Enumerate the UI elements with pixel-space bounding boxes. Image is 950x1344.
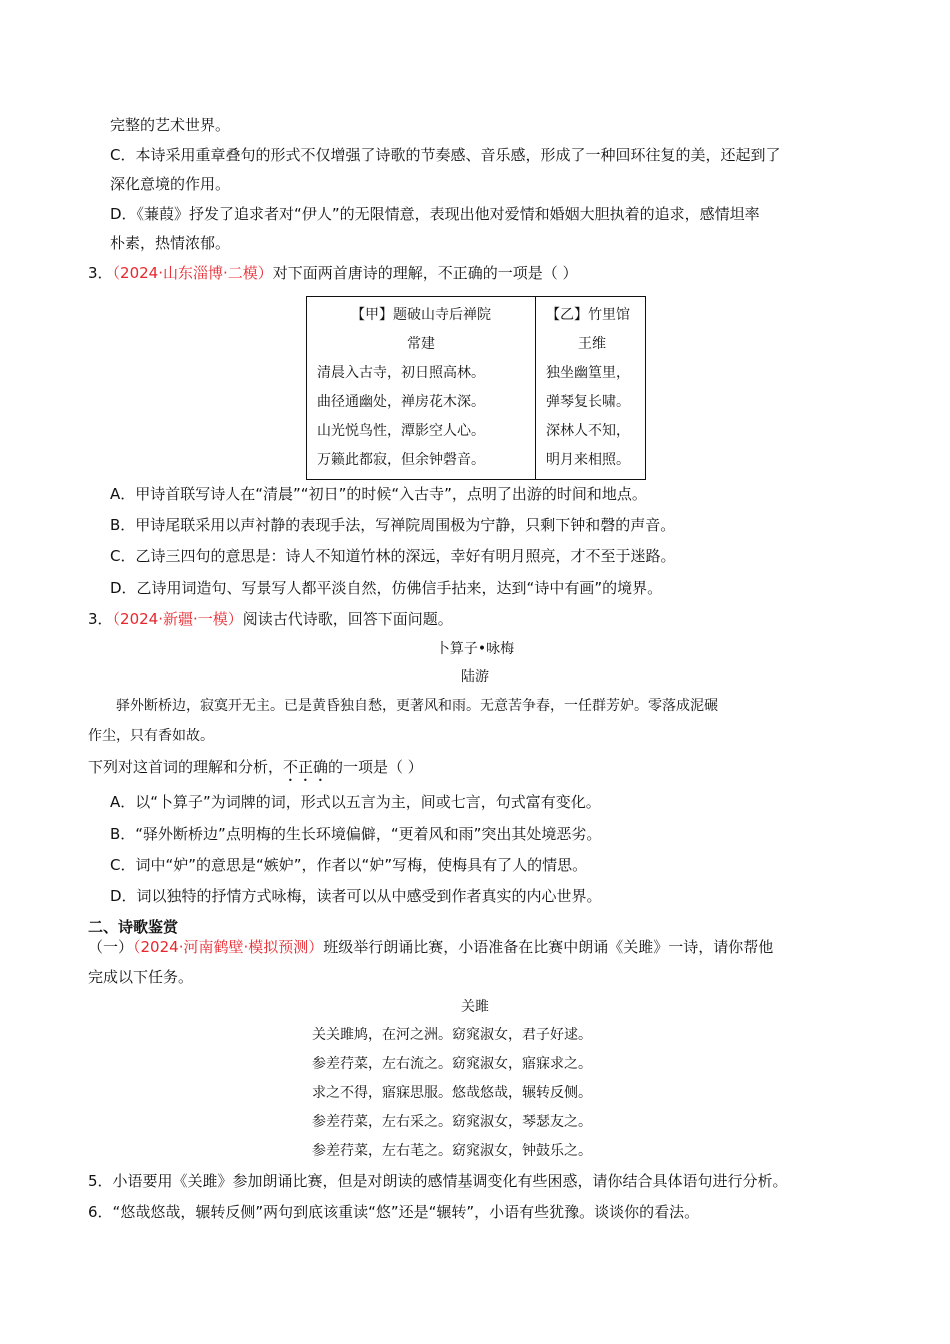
option-c: C．词中“妒”的意思是“嫉妒”，作者以“妒”写梅，使梅具有了人的情思。 <box>110 856 588 874</box>
question-number: 3． <box>88 610 113 628</box>
option-d: D．乙诗用词造句、写景写人都平淡自然，仿佛信手拈来，达到“诗中有画”的境界。 <box>110 579 663 597</box>
ci-author: 陆游 <box>461 669 489 685</box>
poem-yi-line: 深林人不知， <box>546 423 630 439</box>
guanju-line: 参差荇菜，左右流之。窈窕淑女，寤寐求之。 <box>312 1056 592 1072</box>
option-b: B．甲诗尾联采用以声衬静的表现手法，写禅院周围极为宁静，只剩下钟和磬的声音。 <box>110 516 676 534</box>
poem-yi-title: 【乙】竹里馆 <box>546 307 630 323</box>
question-stem: 阅读古代诗歌，回答下面问题。 <box>242 610 453 628</box>
guanju-line: 参差荇菜，左右采之。窈窕淑女，琴瑟友之。 <box>312 1114 592 1130</box>
question-stem: 对下面两首唐诗的理解，不正确的一项是（ ） <box>272 264 578 282</box>
option-a: A．以“卜算子”为词牌的词，形式以五言为主，间或七言，句式富有变化。 <box>110 793 601 811</box>
poem-jia-line: 曲径通幽处，禅房花木深。 <box>317 394 485 410</box>
question-source: （2024·新疆·一模） <box>112 610 243 628</box>
question-6: 6．“悠哉悠哉，辗转反侧”两句到底该重读“悠”还是“辗转”，小语有些犹豫。谈谈你的看法。 <box>88 1203 700 1221</box>
poem-jia-line: 山光悦鸟性，潭影空人心。 <box>317 423 485 439</box>
question-3a <box>88 262 578 283</box>
question-source: （2024·山东淄博·二模） <box>112 264 273 282</box>
prev-option-d-tail: 朴素，热情浓郁。 <box>110 234 231 252</box>
guanju-title: 关雎 <box>461 999 489 1015</box>
option-d: D．词以独特的抒情方式咏梅，读者可以从中感受到作者真实的内心世界。 <box>110 887 602 905</box>
question-5: 5．小语要用《关雎》参加朗诵比赛，但是对朗读的感情基调变化有些困惑，请你结合具体语句进行分析。 <box>88 1172 788 1190</box>
option-c: C．乙诗三四句的意思是：诗人不知道竹林的深远，幸好有明月照亮，才不至于迷路。 <box>110 547 676 565</box>
prev-option-c: C．本诗采用重章叠句的形式不仅增强了诗歌的节奏感、音乐感，形成了一种回环往复的美，还起到了 <box>110 146 781 164</box>
poem-jia-title: 【甲】题破山寺后禅院 <box>351 307 491 323</box>
poem-comparison-table <box>306 296 646 480</box>
prev-option-c-tail: 深化意境的作用。 <box>110 175 231 193</box>
question-3b <box>88 608 453 629</box>
section-intro: （一）（2024·河南鹤壁·模拟预测）班级举行朗诵比赛，小语准备在比赛中朗诵《关雎》一诗，请你帮他 <box>88 938 774 956</box>
emphasis-not-correct: 不正确 <box>283 758 329 776</box>
guanju-line: 求之不得，寤寐思服。悠哉悠哉，辗转反侧。 <box>312 1085 592 1101</box>
section-source: （2024·河南鹤壁·模拟预测） <box>133 938 324 956</box>
section-heading: 二、诗歌鉴赏 <box>88 918 179 936</box>
poem-yi-cell <box>536 297 646 480</box>
poem-jia-line: 万籁此都寂，但余钟磬音。 <box>317 452 485 468</box>
question-3b-prompt: 下列对这首词的理解和分析，不正确的一项是（ ） <box>88 758 423 776</box>
poem-yi-author: 王维 <box>578 336 606 352</box>
option-a: A．甲诗首联写诗人在“清晨”“初日”的时候“入古寺”，点明了出游的时间和地点。 <box>110 485 647 503</box>
section-intro-tail: 完成以下任务。 <box>88 968 194 986</box>
prev-option-d: D．《蒹葭》抒发了追求者对“伊人”的无限情意，表现出他对爱情和婚姻大胆执着的追求，感情坦率 <box>110 205 760 223</box>
poem-jia-line: 清晨入古寺，初日照高林。 <box>317 365 485 381</box>
prev-option-b-tail: 完整的艺术世界。 <box>110 116 231 134</box>
ci-text-line-2: 作尘，只有香如故。 <box>88 728 214 744</box>
poem-jia-cell <box>307 297 536 480</box>
guanju-line: 关关雎鸠，在河之洲。窈窕淑女，君子好逑。 <box>312 1027 592 1043</box>
poem-yi-line: 独坐幽篁里， <box>546 365 630 381</box>
question-number: 3． <box>88 264 113 282</box>
guanju-line: 参差荇菜，左右芼之。窈窕淑女，钟鼓乐之。 <box>312 1143 592 1159</box>
poem-jia-author: 常建 <box>407 336 435 352</box>
poem-yi-line: 明月来相照。 <box>546 452 630 468</box>
poem-yi-line: 弹琴复长啸。 <box>546 394 630 410</box>
ci-text-line-1: 驿外断桥边，寂寞开无主。已是黄昏独自愁，更著风和雨。无意苦争春，一任群芳妒。零落成泥碾 <box>116 698 718 714</box>
option-b: B．“驿外断桥边”点明梅的生长环境偏僻，“更着风和雨”突出其处境恶劣。 <box>110 825 602 843</box>
ci-title: 卜算子•咏梅 <box>435 641 515 657</box>
